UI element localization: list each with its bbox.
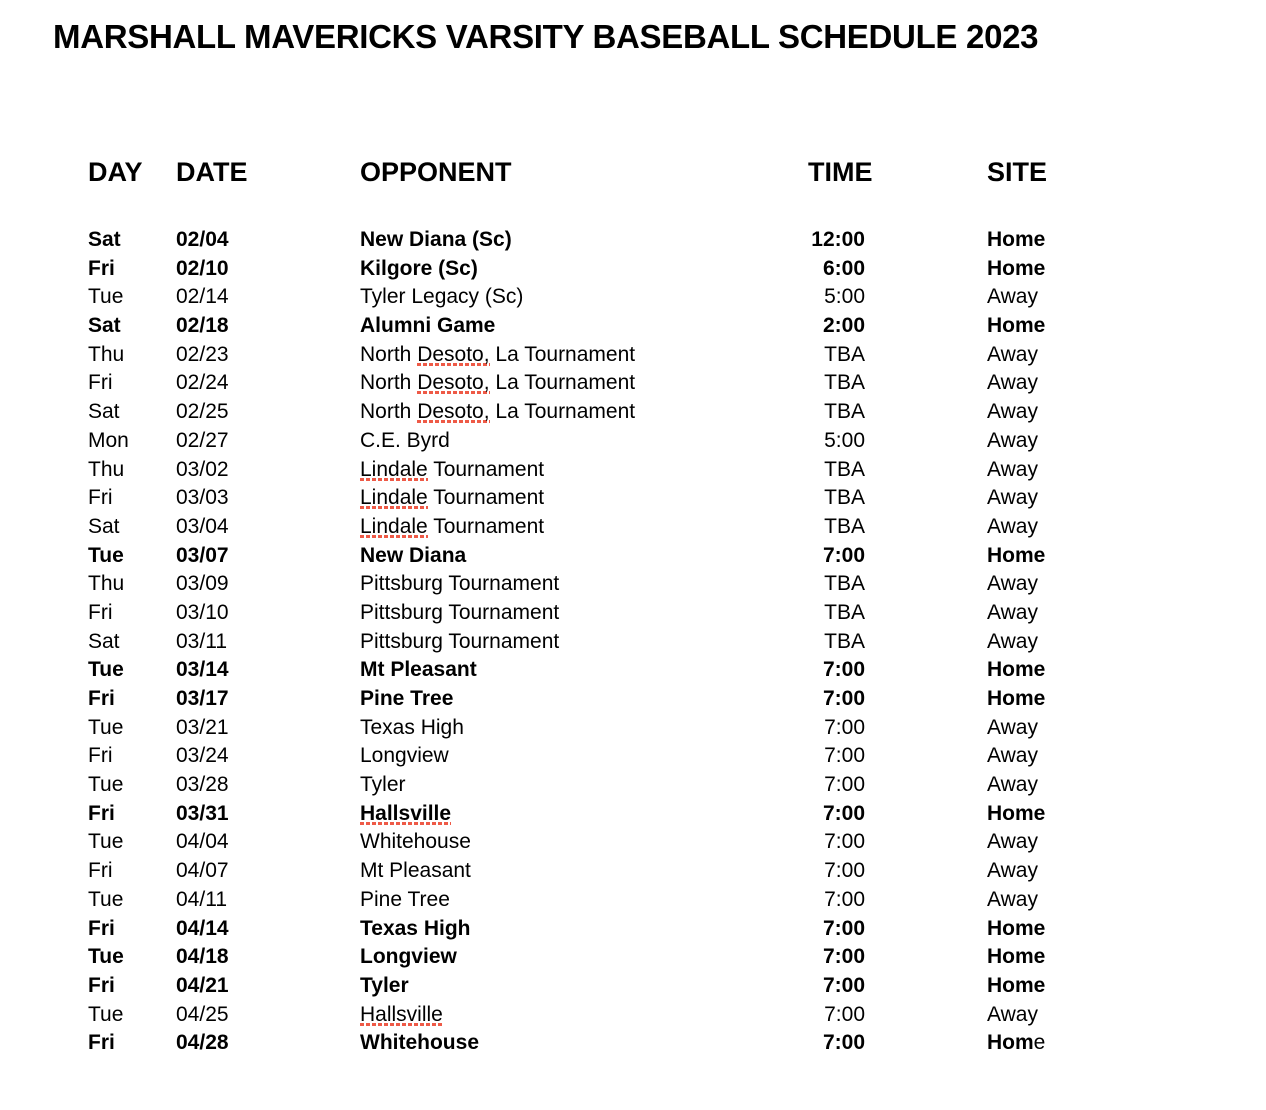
cell-day: Fri: [88, 687, 115, 710]
cell-opponent: North Desoto, La Tournament: [360, 371, 636, 395]
cell-date: 04/14: [176, 916, 229, 940]
cell-time: TBA: [824, 629, 865, 653]
cell-time: 7:00: [824, 773, 865, 797]
cell-site: Home: [987, 916, 1046, 940]
cell-site: Away: [987, 400, 1038, 424]
cell-site: Home: [987, 687, 1046, 710]
table-row: [0, 456, 1266, 485]
column-header-site: SITE: [987, 157, 1048, 187]
cell-time: TBA: [824, 572, 865, 596]
cell-time: 7:00: [824, 1002, 865, 1026]
cell-site: Away: [987, 428, 1038, 452]
cell-day: Sat: [88, 514, 120, 538]
cell-time: 5:00: [824, 285, 865, 309]
cell-date: 04/18: [176, 945, 229, 969]
cell-opponent: Tyler Legacy (Sc): [360, 285, 524, 309]
cell-day: Sat: [88, 314, 121, 338]
cell-site: Away: [987, 744, 1038, 768]
cell-day: Tue: [88, 773, 124, 797]
cell-date: 03/09: [176, 572, 229, 596]
cell-time: 6:00: [822, 256, 865, 280]
cell-date: 03/04: [176, 514, 229, 538]
cell-site: Home: [987, 801, 1046, 825]
cell-site: Home: [987, 973, 1046, 997]
table-row: [0, 341, 1266, 370]
cell-date: 04/11: [176, 887, 227, 911]
cell-day: Fri: [88, 486, 113, 510]
cell-day: Tue: [88, 945, 124, 969]
cell-date: 03/28: [176, 773, 229, 797]
cell-day: Fri: [88, 1031, 115, 1055]
cell-site: Home: [987, 1031, 1046, 1055]
column-header-time: TIME: [808, 157, 873, 187]
cell-date: 03/31: [176, 801, 229, 825]
cell-site: Away: [987, 572, 1038, 596]
cell-day: Fri: [88, 600, 113, 624]
cell-date: 03/17: [176, 687, 229, 710]
table-row: [0, 599, 1266, 628]
cell-date: 03/21: [176, 715, 229, 739]
cell-date: 02/23: [176, 342, 229, 366]
cell-opponent: Alumni Game: [360, 314, 496, 338]
table-header: [0, 157, 1266, 187]
misspelled-word: Lindale: [360, 514, 428, 538]
table-row: [0, 972, 1266, 1001]
table-row: [0, 828, 1266, 857]
cell-site: Away: [987, 371, 1038, 395]
cell-opponent: C.E. Byrd: [360, 428, 450, 452]
cell-time: 12:00: [811, 228, 865, 251]
table-row: [0, 1001, 1266, 1030]
table-row: [0, 628, 1266, 657]
cell-date: 04/07: [176, 859, 229, 883]
cell-opponent: Pittsburg Tournament: [360, 572, 560, 596]
cell-time: 7:00: [822, 973, 865, 997]
cell-time: 7:00: [822, 658, 865, 682]
cell-date: 03/11: [176, 629, 227, 653]
cell-time: 7:00: [822, 916, 865, 940]
cell-opponent: Texas High: [360, 916, 471, 940]
table-row: [0, 742, 1266, 771]
cell-date: 04/25: [176, 1002, 229, 1026]
cell-site: Away: [987, 486, 1038, 510]
table-row: [0, 886, 1266, 915]
cell-day: Fri: [88, 371, 113, 395]
table-row: [0, 513, 1266, 542]
cell-date: 02/14: [176, 285, 229, 309]
cell-time: 2:00: [822, 314, 865, 338]
cell-date: 02/25: [176, 400, 229, 424]
table-row: [0, 943, 1266, 972]
misspelled-word: Hallsville: [360, 801, 452, 825]
cell-day: Thu: [88, 457, 125, 481]
cell-site: Away: [987, 629, 1038, 653]
cell-date: 03/24: [176, 744, 229, 768]
cell-opponent: New Diana (Sc): [360, 228, 512, 251]
cell-day: Fri: [88, 859, 113, 883]
cell-day: Sat: [88, 400, 120, 424]
table-row: [0, 255, 1266, 284]
cell-date: 03/10: [176, 600, 229, 624]
table-row: [0, 484, 1266, 513]
table-row: [0, 427, 1266, 456]
cell-site: Home: [987, 543, 1046, 567]
cell-date: 03/14: [176, 658, 229, 682]
cell-time: 7:00: [824, 887, 865, 911]
cell-opponent: [360, 800, 451, 829]
cell-site: Away: [987, 514, 1038, 538]
misspelled-word: Desoto,: [417, 400, 490, 424]
cell-opponent: North Desoto, La Tournament: [360, 342, 636, 366]
table-row: [0, 312, 1266, 341]
cell-day: Tue: [88, 285, 124, 309]
cell-day: Sat: [88, 629, 120, 653]
cell-day: Tue: [88, 830, 124, 854]
table-row: [0, 714, 1266, 743]
table-row: [0, 656, 1266, 685]
cell-day: Tue: [88, 887, 124, 911]
misspelled-word: Desoto,: [417, 371, 490, 395]
misspelled-word: Desoto,: [417, 342, 490, 366]
cell-site: Away: [987, 342, 1038, 366]
cell-time: TBA: [824, 342, 865, 366]
cell-opponent: Lindale Tournament: [360, 486, 545, 510]
cell-time: 7:00: [822, 801, 865, 825]
misspelled-word: Hallsville: [360, 1002, 443, 1026]
cell-date: 03/03: [176, 486, 229, 510]
cell-opponent: North Desoto, La Tournament: [360, 400, 636, 424]
cell-time: TBA: [824, 457, 865, 481]
cell-site: Home: [987, 314, 1046, 338]
cell-opponent: Longview: [360, 945, 457, 969]
cell-site: Home: [987, 228, 1046, 251]
cell-opponent: Tyler: [360, 773, 406, 797]
table-row: [0, 369, 1266, 398]
cell-day: Tue: [88, 658, 124, 682]
cell-site: Away: [987, 859, 1038, 883]
cell-site: Home: [987, 945, 1046, 969]
cell-day: Fri: [88, 744, 113, 768]
cell-site: Away: [987, 830, 1038, 854]
cell-opponent: Tyler: [360, 973, 409, 997]
cell-date: 02/04: [176, 228, 229, 251]
cell-opponent: Whitehouse: [360, 1031, 479, 1055]
cell-opponent: Pine Tree: [360, 887, 450, 911]
cell-date: 02/24: [176, 371, 229, 395]
cell-opponent: Lindale Tournament: [360, 457, 545, 481]
cell-opponent: Pittsburg Tournament: [360, 600, 560, 624]
cell-date: 03/02: [176, 457, 229, 481]
table-row: [0, 771, 1266, 800]
table-row: [0, 685, 1266, 714]
cell-time: 5:00: [824, 428, 865, 452]
cell-site: Away: [987, 887, 1038, 911]
cell-opponent: Texas High: [360, 715, 464, 739]
misspelled-word: Lindale: [360, 457, 428, 481]
cell-day: Tue: [88, 715, 124, 739]
cell-opponent: Kilgore (Sc): [360, 256, 478, 280]
cell-time: TBA: [824, 600, 865, 624]
cell-time: 7:00: [822, 1031, 865, 1055]
column-header-opponent: OPPONENT: [360, 157, 512, 187]
cell-date: 02/18: [176, 314, 229, 338]
schedule-table: [0, 226, 1266, 1058]
cell-time: 7:00: [824, 859, 865, 883]
cell-time: 7:00: [824, 830, 865, 854]
cell-opponent: Pine Tree: [360, 687, 454, 710]
cell-time: TBA: [824, 486, 865, 510]
cell-day: Fri: [88, 256, 115, 280]
cell-opponent: Whitehouse: [360, 830, 471, 854]
table-row: [0, 283, 1266, 312]
cell-site: Home: [987, 658, 1046, 682]
cell-day: Sat: [88, 228, 121, 251]
cell-day: Fri: [88, 916, 115, 940]
cell-date: 04/28: [176, 1031, 229, 1055]
cell-site: Away: [987, 715, 1038, 739]
cell-date: 04/04: [176, 830, 229, 854]
cell-time: TBA: [824, 371, 865, 395]
cell-opponent: Mt Pleasant: [360, 658, 477, 682]
cell-day: Thu: [88, 342, 125, 366]
cell-date: 03/07: [176, 543, 229, 567]
cell-site: Away: [987, 1002, 1038, 1026]
cell-site: Away: [987, 457, 1038, 481]
table-row: [0, 857, 1266, 886]
cell-opponent: Mt Pleasant: [360, 859, 471, 883]
table-row: [0, 915, 1266, 944]
page-title: MARSHALL MAVERICKS VARSITY BASEBALL SCHEDULE 2023: [53, 18, 1039, 55]
cell-day: Fri: [88, 801, 115, 825]
cell-day: Tue: [88, 1002, 124, 1026]
cell-date: 02/27: [176, 428, 229, 452]
column-header-day: DAY: [88, 157, 143, 187]
cell-day: Mon: [88, 428, 129, 452]
cell-day: Tue: [88, 543, 124, 567]
cell-time: 7:00: [822, 687, 865, 710]
cell-time: 7:00: [824, 744, 865, 768]
cell-date: 04/21: [176, 973, 229, 997]
table-row: [0, 1029, 1266, 1058]
column-header-date: DATE: [176, 157, 248, 187]
cell-day: Fri: [88, 973, 115, 997]
misspelled-word: Lindale: [360, 486, 428, 510]
cell-time: TBA: [824, 514, 865, 538]
cell-opponent: New Diana: [360, 543, 467, 567]
cell-time: 7:00: [822, 543, 865, 567]
cell-site: Away: [987, 285, 1038, 309]
cell-time: TBA: [824, 400, 865, 424]
table-row: [0, 398, 1266, 427]
cell-site: Home: [987, 256, 1046, 280]
cell-time: 7:00: [822, 945, 865, 969]
cell-opponent: [360, 1001, 443, 1030]
cell-opponent: Longview: [360, 744, 449, 768]
cell-day: Thu: [88, 572, 125, 596]
cell-time: 7:00: [824, 715, 865, 739]
table-row: [0, 570, 1266, 599]
cell-opponent: Lindale Tournament: [360, 514, 545, 538]
cell-date: 02/10: [176, 256, 229, 280]
cell-opponent: Pittsburg Tournament: [360, 629, 560, 653]
table-row: [0, 542, 1266, 571]
table-row: [0, 226, 1266, 255]
cell-site: Away: [987, 773, 1038, 797]
cell-site: Away: [987, 600, 1038, 624]
table-row: [0, 800, 1266, 829]
